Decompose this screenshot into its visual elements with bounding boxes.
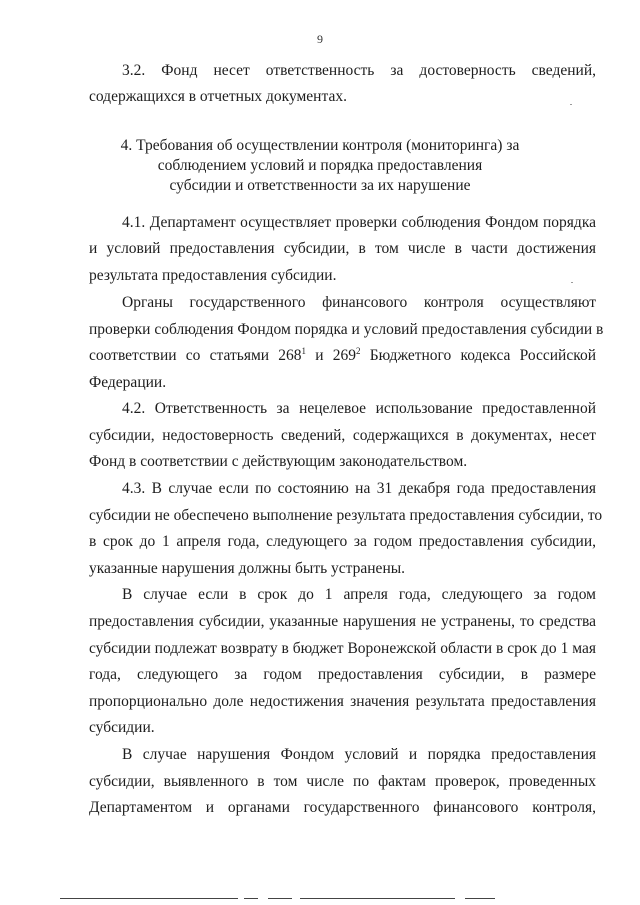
- scan-edge-line: [268, 898, 292, 899]
- page-number: 9: [317, 32, 323, 46]
- scan-speck: [571, 282, 573, 283]
- paragraph-4-2-line-3: Фонд в соответствии с действующим законодательством.: [89, 453, 468, 470]
- scan-edge-line: [60, 898, 238, 899]
- article-superscript-1: 1: [301, 346, 307, 356]
- paragraph-4-2-line-2: субсидии, недостоверность сведений, содержащихся в документах, несет: [89, 427, 596, 444]
- budget-code-reference-b: и 269: [306, 347, 357, 364]
- paragraph-control-line-2: проверки соблюдения Фондом порядка и условий предоставления субсидии в: [89, 321, 604, 338]
- paragraph-4-3-line-3: в срок до 1 апреля года, следующего за годом предоставления субсидии,: [89, 533, 596, 550]
- scan-edge-line: [300, 898, 455, 899]
- paragraph-3-2-line-1: 3.2. Фонд несет ответственность за достоверность сведений,: [122, 62, 596, 79]
- scan-edge-line: [244, 898, 258, 899]
- scan-speck: [570, 104, 572, 105]
- paragraph-refund-line-3: субсидии подлежат возврату в бюджет Воронежской области в срок до 1 мая: [89, 640, 596, 657]
- scan-edge-line: [465, 898, 495, 899]
- budget-code-reference-c: Бюджетного кодекса Российской: [360, 347, 597, 364]
- paragraph-control-line-4: Федерации.: [89, 374, 167, 391]
- article-superscript-2: 2: [356, 346, 361, 356]
- paragraph-4-1-line-2: и условий предоставления субсидии, в том числе в части достижения: [89, 240, 596, 257]
- paragraph-refund-line-5: пропорционально доле недостижения значения результата предоставления: [89, 693, 596, 710]
- paragraph-violation-line-2: субсидии, выявленного в том числе по фактам проверок, проведенных: [89, 773, 596, 790]
- paragraph-refund-line-4: года, следующего за годом предоставления субсидии, в размере: [89, 666, 596, 683]
- paragraph-4-2-line-1: 4.2. Ответственность за нецелевое использование предоставленной: [122, 400, 596, 417]
- paragraph-refund-line-2: предоставления субсидии, указанные нарушения не устранены, то средства: [89, 613, 596, 630]
- paragraph-4-1-line-1: 4.1. Департамент осуществляет проверки соблюдения Фондом порядка: [122, 214, 596, 231]
- budget-code-reference-a: соответствии со статьями 268: [89, 347, 302, 364]
- section-heading-line-1: 4. Требования об осуществлении контроля (мониторинга) за: [120, 137, 520, 154]
- paragraph-4-3-line-2: субсидии не обеспечено выполнение результата предоставления субсидии, то: [89, 507, 603, 524]
- paragraph-control-line-3: [89, 345, 596, 367]
- paragraph-violation-line-3: Департаментом и органами государственного финансового контроля,: [89, 799, 596, 816]
- paragraph-4-3-line-4: указанные нарушения должны быть устранены.: [89, 560, 406, 577]
- paragraph-4-3-line-1: 4.3. В случае если по состоянию на 31 декабря года предоставления: [122, 480, 596, 497]
- paragraph-violation-line-1: В случае нарушения Фондом условий и порядка предоставления: [122, 746, 596, 763]
- section-heading-line-2: соблюдением условий и порядка предоставления: [157, 157, 483, 174]
- section-heading-line-3: субсидии и ответственности за их нарушение: [169, 177, 471, 194]
- paragraph-4-1-line-3: результата предоставления субсидии.: [89, 267, 337, 284]
- paragraph-refund-line-6: субсидии.: [89, 719, 155, 736]
- paragraph-control-line-1: Органы государственного финансового контроля осуществляют: [122, 294, 596, 311]
- paragraph-3-2-line-2: содержащихся в отчетных документах.: [89, 88, 347, 105]
- paragraph-refund-line-1: В случае если в срок до 1 апреля года, следующего за годом: [122, 586, 596, 603]
